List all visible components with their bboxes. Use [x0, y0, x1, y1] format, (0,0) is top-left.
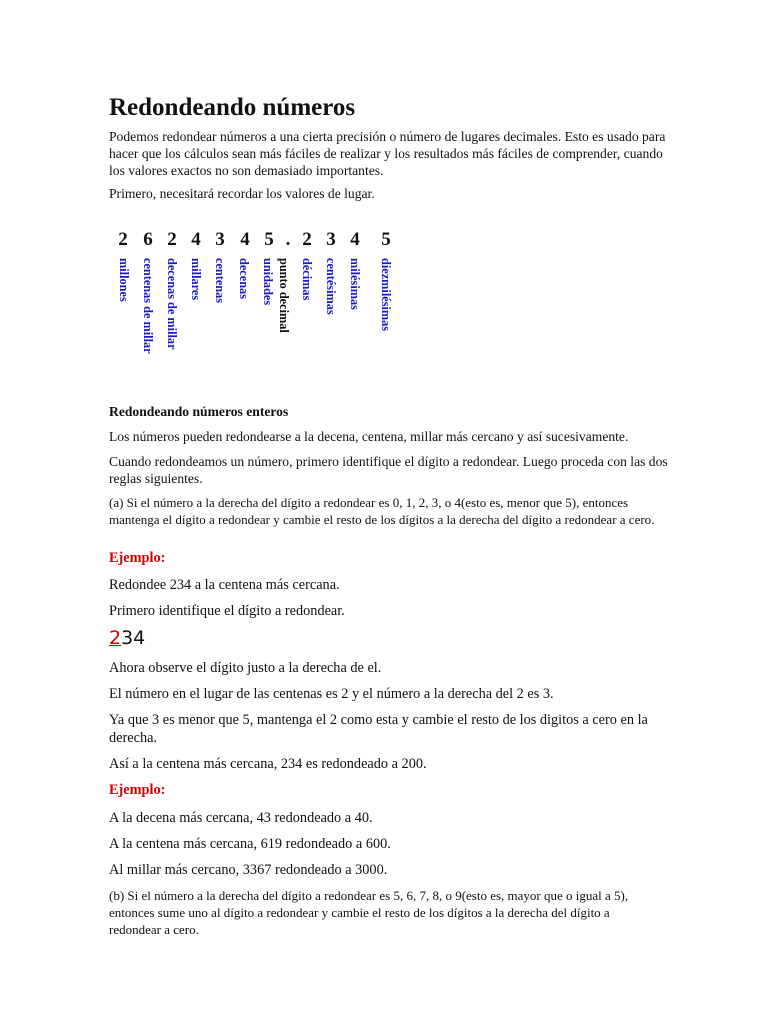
place-label-millones: millones	[117, 258, 131, 302]
example-line: Ahora observe el dígito justo a la derecha de el.	[109, 660, 382, 676]
place-digit: 6	[143, 229, 153, 250]
section-paragraph: Cuando redondeamos un número, primero identifique el dígito a redondear. Luego proceda con las dos reglas siguientes.	[109, 454, 668, 486]
example-number	[109, 626, 145, 650]
intro-place-values-note: Primero, necesitará recordar los valores de lugar.	[109, 186, 375, 201]
place-digit: 3	[326, 229, 336, 250]
section-heading: Redondeando números enteros	[109, 404, 289, 419]
page-title: Redondeando números	[109, 94, 356, 121]
place-label-decenas: decenas	[237, 258, 251, 299]
place-label-diezmilesimas: diezmilésimas	[379, 258, 393, 332]
place-label-unidades: unidades	[261, 258, 275, 306]
example-line: A la decena más cercana, 43 redondeado a 40.	[109, 810, 373, 826]
place-label-punto-decimal: punto decimal	[277, 258, 291, 333]
example-line: Ya que 3 es menor que 5, mantenga el 2 como esta y cambie el resto de los digitos a cero en la derecha.	[109, 712, 648, 746]
place-digit: 2	[302, 229, 312, 250]
example-line: Redondee 234 a la centena más cercana.	[109, 577, 340, 593]
example-label: Ejemplo:	[109, 550, 166, 566]
example-line: A la centena más cercana, 619 redondeado a 600.	[109, 836, 391, 852]
place-digit: 3	[215, 229, 225, 250]
highlighted-digit: 2	[109, 627, 122, 649]
example-label: Ejemplo:	[109, 782, 166, 798]
place-label-centenas-de-millar: centenas de millar	[141, 258, 155, 354]
example-line: Primero identifique el dígito a redondear.	[109, 603, 345, 619]
place-digit: 5	[381, 229, 391, 250]
place-label-decenas-de-millar: decenas de millar	[165, 258, 179, 350]
example-line: Al millar más cercano, 3367 redondeado a 3000.	[109, 862, 388, 878]
example-line: El número en el lugar de las centenas es 2 y el número a la derecha del 2 es 3.	[109, 686, 554, 702]
decimal-point: .	[285, 229, 291, 250]
place-digit: 5	[264, 229, 274, 250]
place-label-decimas: décimas	[300, 258, 314, 301]
place-digit: 4	[350, 229, 360, 250]
place-label-milesimas: milésimas	[348, 258, 362, 310]
place-label-millares: millares	[189, 258, 203, 301]
section-paragraph: Los números pueden redondearse a la decena, centena, millar más cercano y así sucesivamente.	[109, 429, 629, 444]
place-digit: 4	[240, 229, 250, 250]
place-label-centenas: centenas	[213, 258, 227, 304]
example-line: Así a la centena más cercana, 234 es redondeado a 200.	[109, 756, 427, 772]
place-digit: 2	[118, 229, 128, 250]
place-label-centesimas: centésimas	[324, 258, 338, 315]
rule-a-paragraph: (a) Si el número a la derecha del dígito a redondear es 0, 1, 2, 3, o 4(esto es, menor que 5), entonces mantenga el dígito a redondear y cambie el resto de los dígitos a la derecha del dígito a redondear a cero.	[109, 495, 655, 527]
rule-b-paragraph: (b) Si el número a la derecha del dígito a redondear es 5, 6, 7, 8, o 9(esto es, mayor que o igual a 5), entonces sume uno al dígito a redondear y cambie el resto de los dígitos a la derecha del dígito a redondear a cero.	[109, 888, 629, 937]
intro-paragraph: Podemos redondear números a una cierta precisión o número de lugares decimales. Esto es usado para hacer que los cálculos sean más fáciles de realizar y los resultados más fáciles de comprender, cuando los valores exactos no son demasiado importantes.	[109, 129, 666, 178]
place-digit: 2	[167, 229, 177, 250]
place-digit: 4	[191, 229, 201, 250]
remaining-digits: 34	[121, 627, 146, 649]
